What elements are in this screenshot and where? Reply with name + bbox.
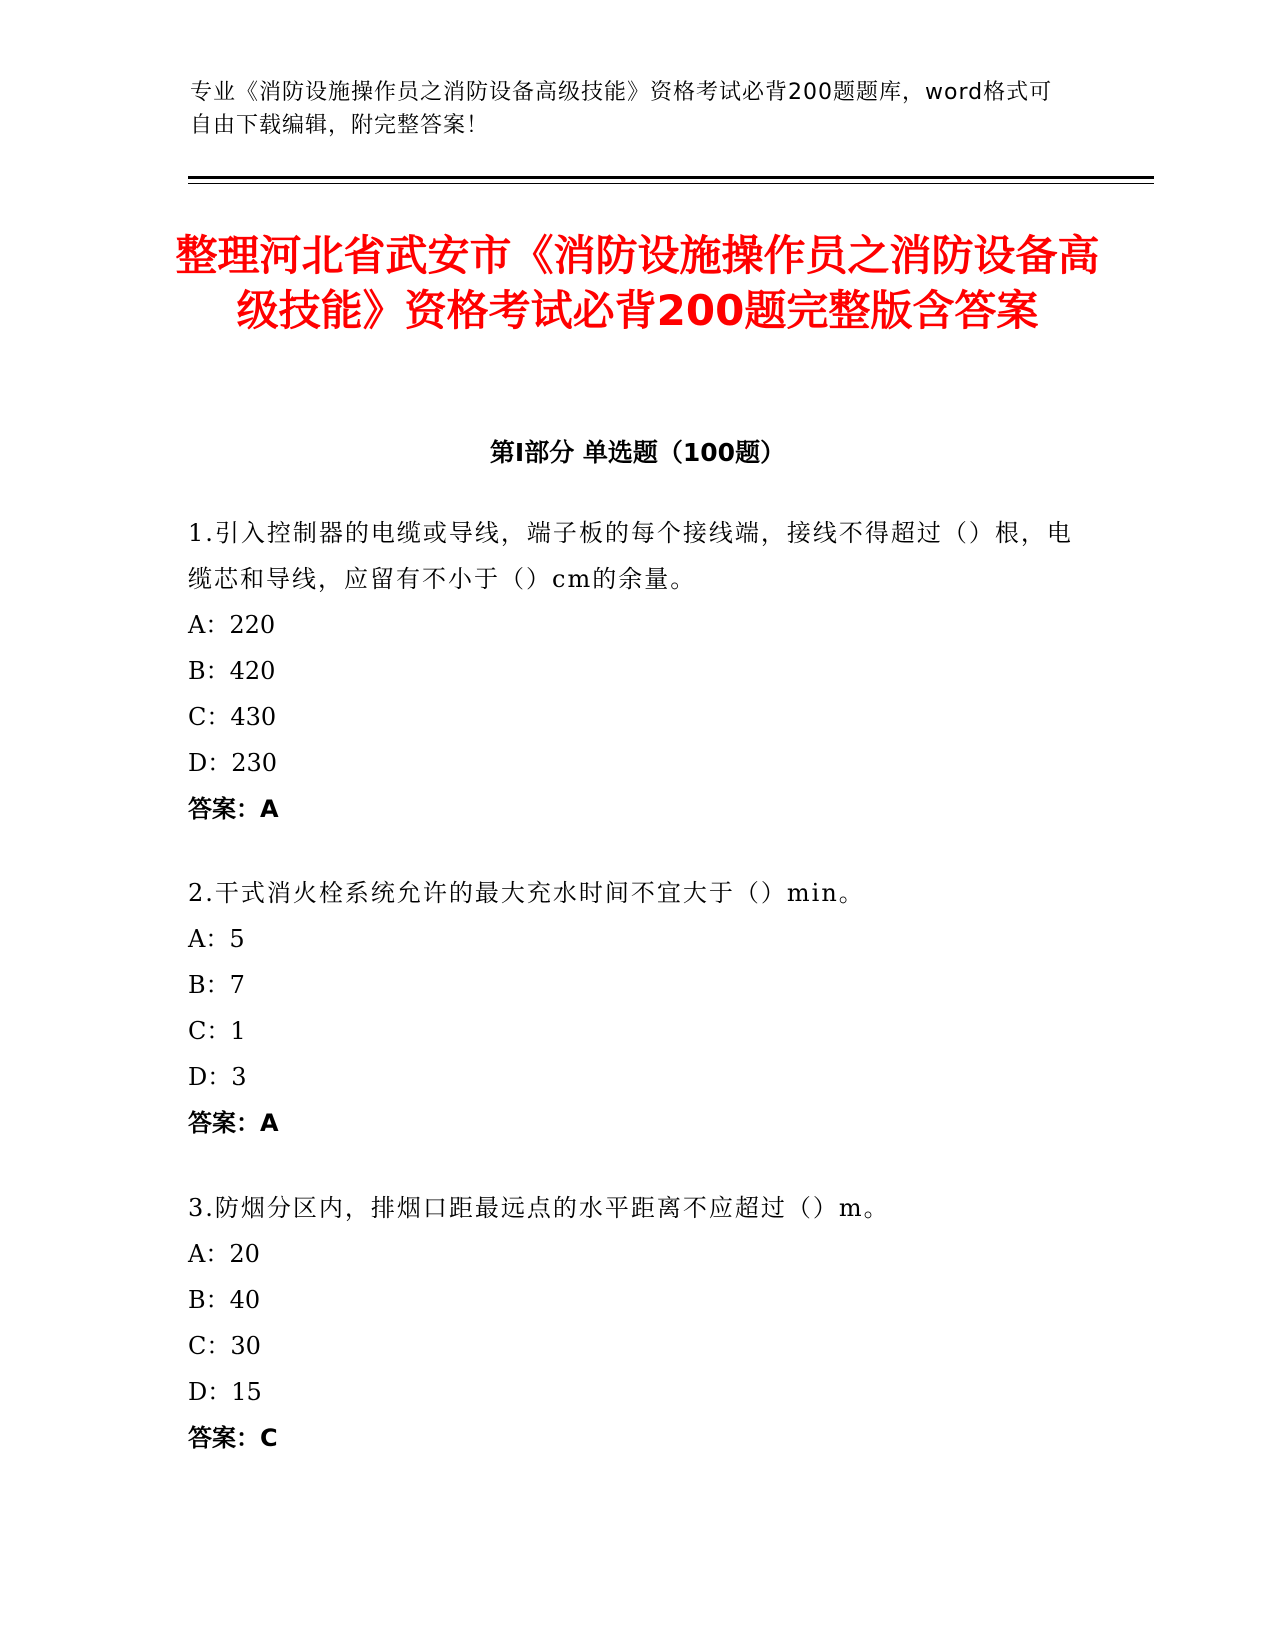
option-a: A：5 bbox=[188, 925, 245, 953]
header-note: 专业《消防设施操作员之消防设备高级技能》资格考试必背200题题库，word格式可自由下载编辑，附完整答案！ bbox=[190, 80, 1053, 138]
option-d: D：3 bbox=[188, 1063, 247, 1091]
question-2 bbox=[188, 870, 1078, 1146]
option-a: A：220 bbox=[188, 611, 276, 639]
option-c: C：430 bbox=[188, 703, 277, 731]
question-stem: 1.引入控制器的电缆或导线，端子板的每个接线端，接线不得超过（）根，电缆芯和导线，应留有不小于（）cm的余量。 bbox=[188, 519, 1073, 593]
question-stem: 2.干式消火栓系统允许的最大充水时间不宜大于（）min。 bbox=[188, 879, 865, 907]
option-d: D：230 bbox=[188, 749, 278, 777]
answer: 答案：A bbox=[188, 795, 279, 823]
question-stem: 3.防烟分区内，排烟口距最远点的水平距离不应超过（）m。 bbox=[188, 1194, 890, 1222]
document-title: 整理河北省武安市《消防设施操作员之消防设备高级技能》资格考试必背200题完整版含答案 bbox=[175, 231, 1100, 335]
option-b: B：40 bbox=[188, 1286, 261, 1314]
section-title: 第I部分 单选题（100题） bbox=[489, 438, 786, 467]
option-b: B：7 bbox=[188, 971, 245, 999]
header-rule-thin bbox=[188, 183, 1154, 184]
option-b: B：420 bbox=[188, 657, 276, 685]
option-c: C：30 bbox=[188, 1332, 261, 1360]
answer: 答案：A bbox=[188, 1109, 279, 1137]
header-rule-thick bbox=[188, 176, 1154, 179]
question-3 bbox=[188, 1185, 1078, 1461]
question-1 bbox=[188, 510, 1078, 832]
option-d: D：15 bbox=[188, 1378, 262, 1406]
option-a: A：20 bbox=[188, 1240, 260, 1268]
option-c: C：1 bbox=[188, 1017, 246, 1045]
answer: 答案：C bbox=[188, 1424, 278, 1452]
